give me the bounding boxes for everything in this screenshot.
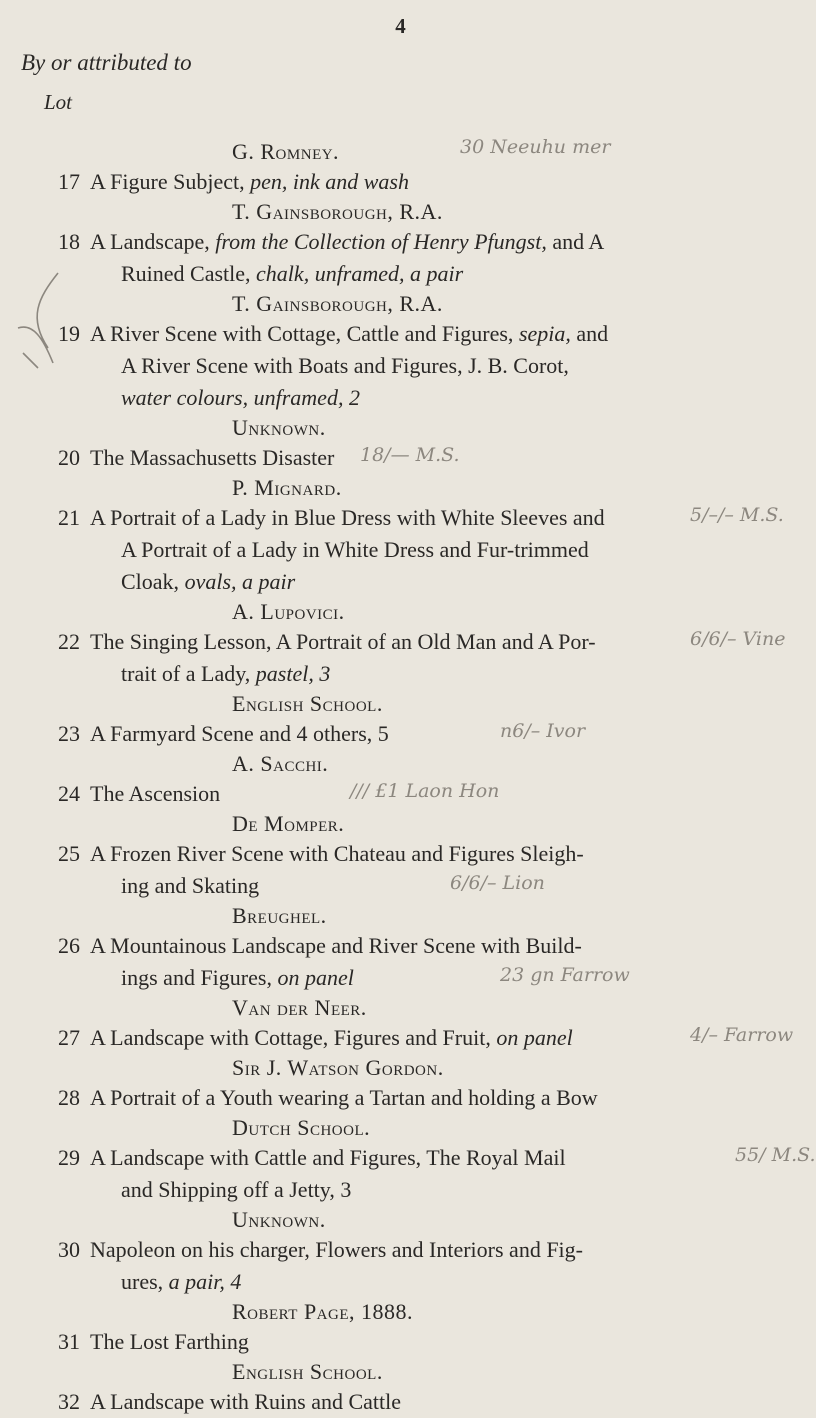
description-text: ures, [121,1269,169,1294]
handwritten-annotation: 30 Neeuhu mer [460,136,611,158]
lot-description-line [0,870,801,902]
lot-column-label: Lot [44,90,73,114]
description-text: and Shipping off a Jetty, 3 [121,1177,352,1202]
lot-description [121,258,463,290]
lot-number: 30 [58,1237,80,1262]
lot-number: 18 [58,229,80,254]
handwritten-annotation: /// £1 Laon Hon [350,780,500,802]
lot-description-line [0,258,801,290]
lot-artist: T. Gainsborough, R.A. [232,291,443,316]
description-medium: from the Collection of Henry Pfungst, [215,229,547,254]
lot-description-line [0,718,801,750]
lot-artist: A. Sacchi. [232,751,329,776]
lot-description [90,1142,566,1174]
description-medium: a pair, 4 [168,1269,242,1294]
lot-description-line [0,1174,801,1206]
lot-number: 17 [58,169,80,194]
page-number: 4 [395,14,406,38]
lot-description-line [0,1142,801,1174]
lot-description-line [0,566,801,598]
lot-artist: Breughel. [232,903,327,928]
description-text: trait of a Lady, [121,661,256,686]
description-medium: ovals, a pair [184,569,296,594]
lot-description-line [0,226,801,258]
lot-artist: Unknown. [232,1207,326,1232]
description-medium: chalk, unframed, a pair [256,261,464,286]
description-text-continued: and A [546,229,605,254]
lot-number: 24 [58,781,80,806]
lot-entry [0,414,801,474]
lot-description [90,1234,583,1266]
lot-artist: Unknown. [232,415,326,440]
description-text: Cloak, [121,569,185,594]
description-text: A Mountainous Landscape and River Scene with Build- [90,933,582,958]
description-medium: water colours, unframed, 2 [121,385,360,410]
lot-description-line [0,1022,801,1054]
lot-description [90,1082,598,1114]
lot-description [90,626,596,658]
lot-number: 31 [58,1329,80,1354]
lot-description-line [0,838,801,870]
description-text: A Portrait of a Lady in Blue Dress with White Sleeves and [90,505,605,530]
lot-artist: Sir J. Watson Gordon. [232,1055,444,1080]
handwritten-annotation: 23 gn Farrow [500,964,630,986]
description-text: The Lost Farthing [90,1329,249,1354]
handwritten-annotation: 55/ M.S. [735,1144,816,1166]
description-text: A Frozen River Scene with Chateau and Figures Sleigh- [90,841,584,866]
lot-entry [0,750,801,810]
description-text: ings and Figures, [121,965,278,990]
lot-description [121,534,589,566]
lot-description [121,566,295,598]
lot-description [90,442,334,474]
lot-artist: A. Lupovici. [232,599,345,624]
description-text: A Portrait of a Lady in White Dress and Fur-trimmed [121,537,589,562]
lot-description-line [0,166,801,198]
description-text: A Landscape, [90,229,216,254]
description-text: A Farmyard Scene and 4 others, 5 [90,721,389,746]
description-text: A Figure Subject, [90,169,251,194]
description-text-continued: and [570,321,609,346]
lot-number: 23 [58,721,80,746]
description-text: A River Scene with Boats and Figures, J. B. Corot, [121,353,569,378]
lot-description [90,502,605,534]
lot-description [121,962,354,994]
handwritten-annotation: 4/– Farrow [690,1024,794,1046]
lot-entry [0,598,801,690]
lot-artist: G. Romney. [232,139,340,164]
lot-description [90,1022,573,1054]
lot-entry [0,994,801,1054]
lot-description-line [0,534,801,566]
lot-entry [0,1114,816,1206]
lot-artist: Dutch School. [232,1115,371,1140]
lot-entry [0,1298,801,1358]
lot-description-line [0,962,801,994]
lot-number: 20 [58,445,80,470]
lot-description [121,658,330,690]
lot-artist: P. Mignard. [232,475,342,500]
description-text: The Ascension [90,781,221,806]
lot-number: 26 [58,933,80,958]
lot-entry [0,474,801,598]
lot-description-line [0,502,801,534]
lot-artist: De Momper. [232,811,345,836]
lot-artist: T. Gainsborough, R.A. [232,199,443,224]
lot-entry [0,1206,801,1298]
description-text: Napoleon on his charger, Flowers and Interiors and Fig- [90,1237,583,1262]
lot-description [90,226,604,258]
description-text: A River Scene with Cottage, Cattle and Figures, [90,321,519,346]
lot-description [90,838,584,870]
lot-description [121,382,360,414]
lot-description-line [0,626,801,658]
lot-artist: Van der Neer. [232,995,367,1020]
description-medium: sepia, [518,321,571,346]
lot-description [121,870,259,902]
lot-description-line [0,1234,801,1266]
lot-artist: English School. [232,691,383,716]
lot-description-line [0,1266,801,1298]
lot-description [90,1326,249,1358]
lot-number: 32 [58,1389,80,1414]
lot-number: 19 [58,321,80,346]
lot-description [90,166,409,198]
lot-description [121,350,569,382]
handwritten-annotation: 6/6/– Vine [690,628,786,650]
lot-description-line [0,318,801,350]
lot-entry [0,290,801,414]
description-medium: on panel [277,965,354,990]
description-text: A Portrait of a Youth wearing a Tartan and holding a Bow [90,1085,598,1110]
lot-description [90,1386,401,1418]
lot-description-line [0,930,801,962]
handwritten-annotation: 5/–/– M.S. [690,504,784,526]
lot-description [90,778,220,810]
lot-artist: English School. [232,1359,383,1384]
lot-list [0,136,816,1418]
lot-entry [0,1054,801,1114]
lot-artist: Robert Page, 1888. [232,1299,414,1324]
lot-description [121,1266,241,1298]
handwritten-annotation: 18/— M.S. [360,444,460,466]
lot-description-line [0,350,801,382]
lot-description-line [0,1326,801,1358]
lot-number: 29 [58,1145,80,1170]
description-text: The Massachusetts Disaster [90,445,335,470]
page-header: By or attributed to [21,50,192,75]
description-text: A Landscape with Ruins and Cattle [90,1389,401,1414]
lot-number: 25 [58,841,80,866]
description-text: ing and Skating [121,873,260,898]
lot-description [90,718,389,750]
lot-entry [0,138,801,198]
lot-entry [0,198,801,290]
lot-description-line [0,1082,801,1114]
lot-entry [0,902,801,994]
description-text: Ruined Castle, [121,261,257,286]
description-medium: pen, ink and wash [250,169,409,194]
lot-description-line [0,658,801,690]
lot-description [90,318,608,350]
lot-number: 22 [58,629,80,654]
handwritten-annotation: n6/– Ivor [500,720,586,742]
lot-description [90,930,582,962]
lot-number: 21 [58,505,80,530]
lot-description-line [0,382,801,414]
description-text: The Singing Lesson, A Portrait of an Old Man and A Por- [90,629,596,654]
lot-entry [0,1358,801,1418]
lot-entry [0,810,801,902]
lot-number: 27 [58,1025,80,1050]
description-text: A Landscape with Cottage, Figures and Fruit, [90,1025,497,1050]
description-text: A Landscape with Cattle and Figures, The Royal Mail [90,1145,566,1170]
lot-entry [0,690,801,750]
description-medium: on panel [496,1025,573,1050]
lot-number: 28 [58,1085,80,1110]
handwritten-annotation: 6/6/– Lion [450,872,545,894]
description-medium: pastel, 3 [255,661,331,686]
lot-description-line [0,1386,801,1418]
lot-description [121,1174,351,1206]
